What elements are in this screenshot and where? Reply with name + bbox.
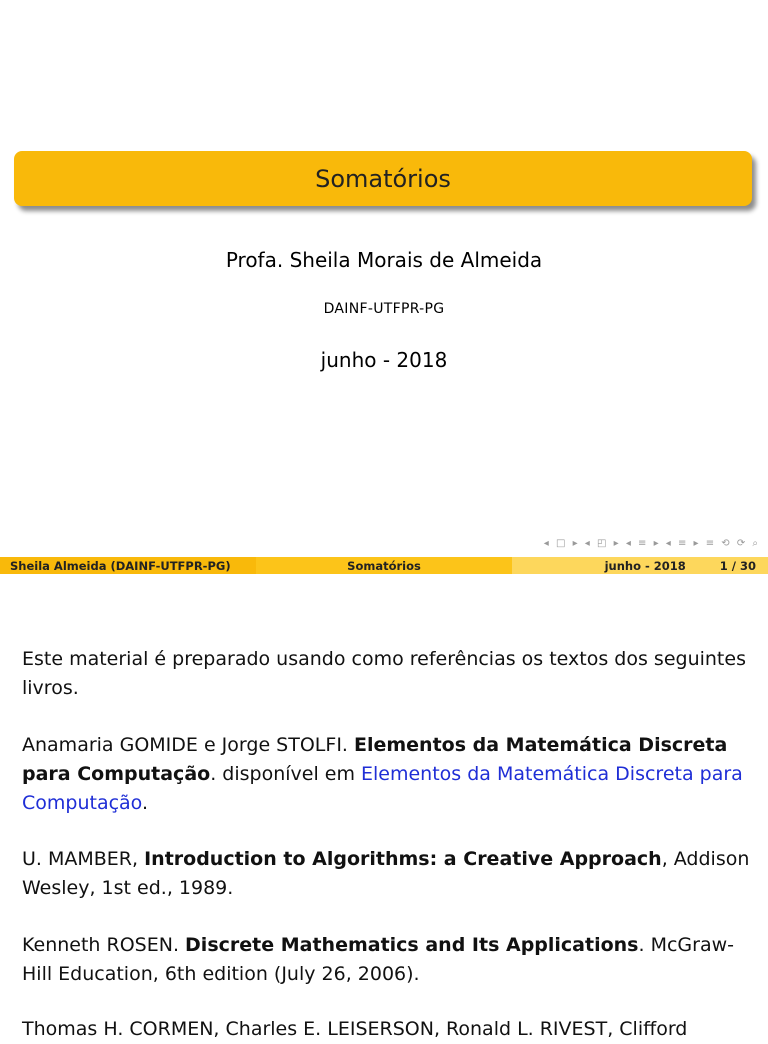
beamer-navigation-icons[interactable]: ◂ □ ▸ ◂ ◰ ▸ ◂ ≡ ▸ ◂ ≡ ▸ ≡ ⟲ ⟳ ⌕ <box>543 538 760 549</box>
reference-text: . McGraw-Hill Education, 6th edition (July 26, 2006). <box>22 934 734 985</box>
institution: DAINF-UTFPR-PG <box>323 301 445 317</box>
footer-date: junho - 2018 <box>604 558 686 573</box>
reference-cormen-partial: Thomas H. CORMEN, Charles E. LEISERSON, Ronald L. RIVEST, Clifford <box>22 1018 688 1040</box>
reference-authors: Kenneth ROSEN. <box>22 934 186 956</box>
presentation-date: junho - 2018 <box>320 348 448 372</box>
references-slide <box>0 578 768 1040</box>
reference-title: Introduction to Algorithms: a Creative Approach <box>144 848 662 870</box>
reference-link[interactable]: Elementos da Matemática Discreta para Computação <box>22 763 743 814</box>
reference-authors: U. MAMBER, <box>22 848 145 870</box>
footer-title: Somatórios <box>256 557 512 574</box>
reference-rosen <box>22 931 752 989</box>
reference-text: , Addison Wesley, 1st ed., 1989. <box>22 848 750 899</box>
footer-page-number: 1 / 30 <box>719 558 756 573</box>
slide-footer <box>0 557 768 574</box>
reference-title: Discrete Mathematics and Its Applications <box>185 934 639 956</box>
reference-authors: Anamaria GOMIDE e Jorge STOLFI. <box>22 734 354 756</box>
reference-end: . <box>141 792 149 814</box>
reference-mamber <box>22 845 752 903</box>
footer-author: Sheila Almeida (DAINF-UTFPR-PG) <box>0 557 256 574</box>
slide-title-text: Somatórios <box>315 164 451 193</box>
reference-title: Elementos da Matemática Discreta para Computação <box>22 734 728 785</box>
footer-date-page <box>512 557 768 574</box>
author-name: Profa. Sheila Morais de Almeida <box>225 248 543 272</box>
intro-paragraph: Este material é preparado usando como referências os textos dos seguintes livros. <box>22 648 746 699</box>
reference-text: . disponível em <box>210 763 362 785</box>
slide-title <box>14 151 752 206</box>
reference-gomide <box>22 731 752 818</box>
